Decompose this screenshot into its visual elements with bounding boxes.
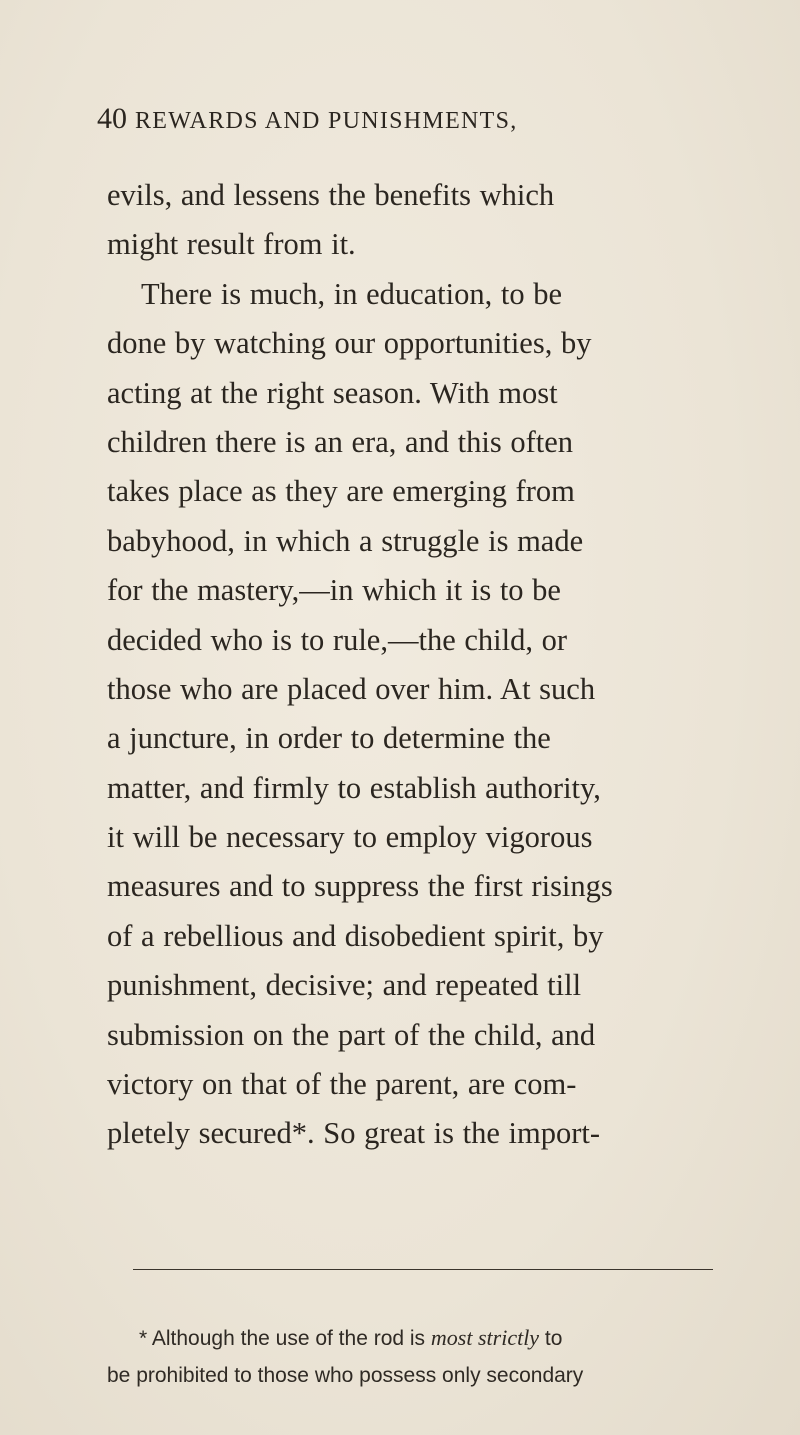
text-line: for the mastery,—in which it is to be <box>107 573 561 608</box>
footnote-divider <box>133 1269 713 1270</box>
text-line: it will be necessary to employ vigorous <box>107 820 593 855</box>
text-line: pletely secured*. So great is the import- <box>107 1116 601 1151</box>
text-line: children there is an era, and this often <box>107 424 574 459</box>
text-line: of a rebellious and disobedient spirit, by <box>107 918 604 953</box>
page-header <box>97 102 737 142</box>
text-line: decided who is to rule,—the child, or <box>107 622 568 657</box>
page-number: 40 <box>97 102 127 135</box>
footnote-text: to <box>544 1327 563 1350</box>
footnote-text: Although the use of the rod is <box>151 1327 426 1350</box>
footnote-line <box>107 1319 767 1357</box>
text-line: There is much, in education, to be <box>141 276 563 311</box>
text-line: acting at the right season. With most <box>107 375 558 410</box>
text-line: a juncture, in order to determine the <box>107 721 551 756</box>
body-text <box>107 171 742 1159</box>
text-line: evils, and lessens the benefits which <box>107 178 555 212</box>
text-line: done by watching our opportunities, by <box>107 326 592 361</box>
footnote-marker: * <box>139 1327 148 1350</box>
text-line: measures and to suppress the first risings <box>107 869 613 904</box>
text-line: victory on that of the parent, are com- <box>107 1067 577 1102</box>
text-line: takes place as they are emerging from <box>107 474 575 509</box>
text-line: babyhood, in which a struggle is made <box>107 523 584 558</box>
text-line: submission on the part of the child, and <box>107 1017 596 1052</box>
text-line: those who are placed over him. At such <box>107 671 596 706</box>
footnote-line: be prohibited to those who possess only secondary <box>107 1364 584 1387</box>
text-line: might result from it. <box>107 227 356 262</box>
text-line: punishment, decisive; and repeated till <box>107 968 582 1003</box>
footnote <box>107 1319 767 1395</box>
running-title: REWARDS AND PUNISHMENTS, <box>135 108 518 134</box>
footnote-emphasis: most strictly <box>430 1325 540 1350</box>
text-line: matter, and firmly to establish authority, <box>107 770 601 805</box>
